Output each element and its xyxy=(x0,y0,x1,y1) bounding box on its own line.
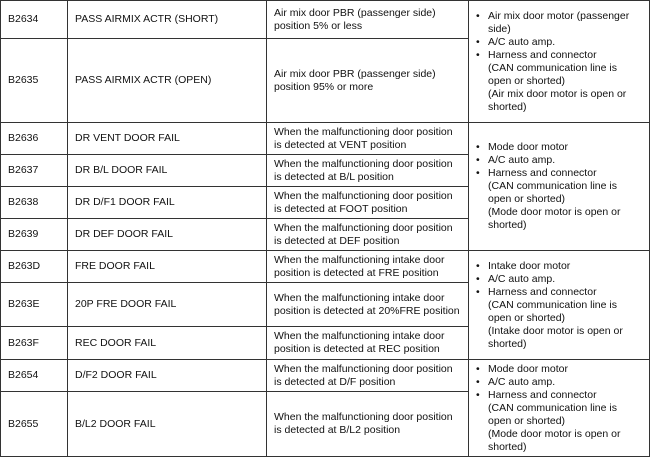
dtc-condition: When the malfunctioning intake door position is detected at FRE position xyxy=(267,251,469,283)
dtc-code: B2639 xyxy=(1,219,68,251)
list-note: (Intake door motor is open or shorted) xyxy=(488,324,623,350)
dtc-code: B2638 xyxy=(1,187,68,219)
dtc-condition: Air mix door PBR (passenger side) position 5% or less xyxy=(267,1,469,39)
dtc-name: DR D/F1 DOOR FAIL xyxy=(68,187,267,219)
dtc-condition: When the malfunctioning door position is detected at B/L2 position xyxy=(267,392,469,457)
list-item: • Harness and connector xyxy=(476,167,597,179)
dtc-code: B2636 xyxy=(1,123,68,155)
dtc-condition: When the malfunctioning door position is detected at D/F position xyxy=(267,360,469,392)
dtc-code: B2654 xyxy=(1,360,68,392)
dtc-name: DR VENT DOOR FAIL xyxy=(68,123,267,155)
dtc-name: B/L2 DOOR FAIL xyxy=(68,392,267,457)
bullet-icon: • xyxy=(476,154,480,166)
list-item: • Harness and connector xyxy=(476,388,597,401)
dtc-condition: When the malfunctioning intake door position is detected at REC position xyxy=(267,327,469,360)
table-row xyxy=(1,1,650,39)
list-item: • A/C auto amp. xyxy=(476,35,556,48)
dtc-code: B263E xyxy=(1,283,68,327)
bullet-icon: • xyxy=(476,35,480,48)
bullet-icon: • xyxy=(476,259,480,272)
bullet-icon: • xyxy=(476,167,480,179)
bullet-icon: • xyxy=(476,375,480,388)
list-item: • Harness and connector xyxy=(476,285,597,298)
bullet-icon: • xyxy=(476,141,480,153)
dtc-name: PASS AIRMIX ACTR (SHORT) xyxy=(68,1,267,39)
list-note: (Mode door motor is open or shorted) xyxy=(488,206,621,231)
dtc-condition: When the malfunctioning intake door position is detected at 20%FRE position xyxy=(267,283,469,327)
bullet-icon: • xyxy=(476,285,480,298)
list-note: (CAN communication line is open or shorted) xyxy=(488,61,617,87)
list-note: (CAN communication line is open or shorted) xyxy=(488,401,617,427)
possible-cause-cell xyxy=(469,1,650,123)
bullet-icon: • xyxy=(476,48,480,61)
possible-cause-list xyxy=(476,141,642,232)
list-item: • Mode door motor xyxy=(476,141,568,153)
dtc-name: FRE DOOR FAIL xyxy=(68,251,267,283)
bullet-icon: • xyxy=(476,388,480,401)
bullet-icon: • xyxy=(476,362,480,375)
dtc-code: B2655 xyxy=(1,392,68,457)
dtc-name: DR B/L DOOR FAIL xyxy=(68,155,267,187)
dtc-code: B2635 xyxy=(1,39,68,123)
list-item: • Air mix door motor (passenger side) xyxy=(476,9,630,35)
possible-cause-list xyxy=(476,260,642,351)
list-item: • Harness and connector xyxy=(476,48,597,61)
list-item: • Intake door motor xyxy=(476,259,571,272)
list-item: • Mode door motor xyxy=(476,362,568,375)
list-note: (Air mix door motor is open or shorted) xyxy=(488,87,627,113)
table-row xyxy=(1,251,650,283)
dtc-condition: When the malfunctioning door position is detected at FOOT position xyxy=(267,187,469,219)
dtc-code: B2634 xyxy=(1,1,68,39)
list-note: (CAN communication line is open or shorted) xyxy=(488,298,617,324)
dtc-condition: Air mix door PBR (passenger side) position 95% or more xyxy=(267,39,469,123)
list-item: • A/C auto amp. xyxy=(476,375,556,388)
list-item: • A/C auto amp. xyxy=(476,154,556,166)
dtc-name: PASS AIRMIX ACTR (OPEN) xyxy=(68,39,267,123)
dtc-code: B263F xyxy=(1,327,68,360)
list-note: (CAN communication line is open or shorted) xyxy=(488,180,617,205)
possible-cause-cell xyxy=(469,360,650,457)
bullet-icon: • xyxy=(476,9,480,22)
possible-cause-cell xyxy=(469,123,650,251)
bullet-icon: • xyxy=(476,272,480,285)
dtc-name: DR DEF DOOR FAIL xyxy=(68,219,267,251)
list-note: (Mode door motor is open or shorted) xyxy=(488,427,621,453)
dtc-code: B2637 xyxy=(1,155,68,187)
table-row xyxy=(1,360,650,392)
possible-cause-list xyxy=(476,10,642,114)
possible-cause-list xyxy=(476,363,642,454)
list-item: • A/C auto amp. xyxy=(476,272,556,285)
dtc-condition: When the malfunctioning door position is detected at DEF position xyxy=(267,219,469,251)
dtc-name: 20P FRE DOOR FAIL xyxy=(68,283,267,327)
dtc-name: D/F2 DOOR FAIL xyxy=(68,360,267,392)
possible-cause-cell xyxy=(469,251,650,360)
dtc-code: B263D xyxy=(1,251,68,283)
dtc-condition: When the malfunctioning door position is detected at VENT position xyxy=(267,123,469,155)
dtc-name: REC DOOR FAIL xyxy=(68,327,267,360)
dtc-condition: When the malfunctioning door position is detected at B/L position xyxy=(267,155,469,187)
table-row xyxy=(1,123,650,155)
